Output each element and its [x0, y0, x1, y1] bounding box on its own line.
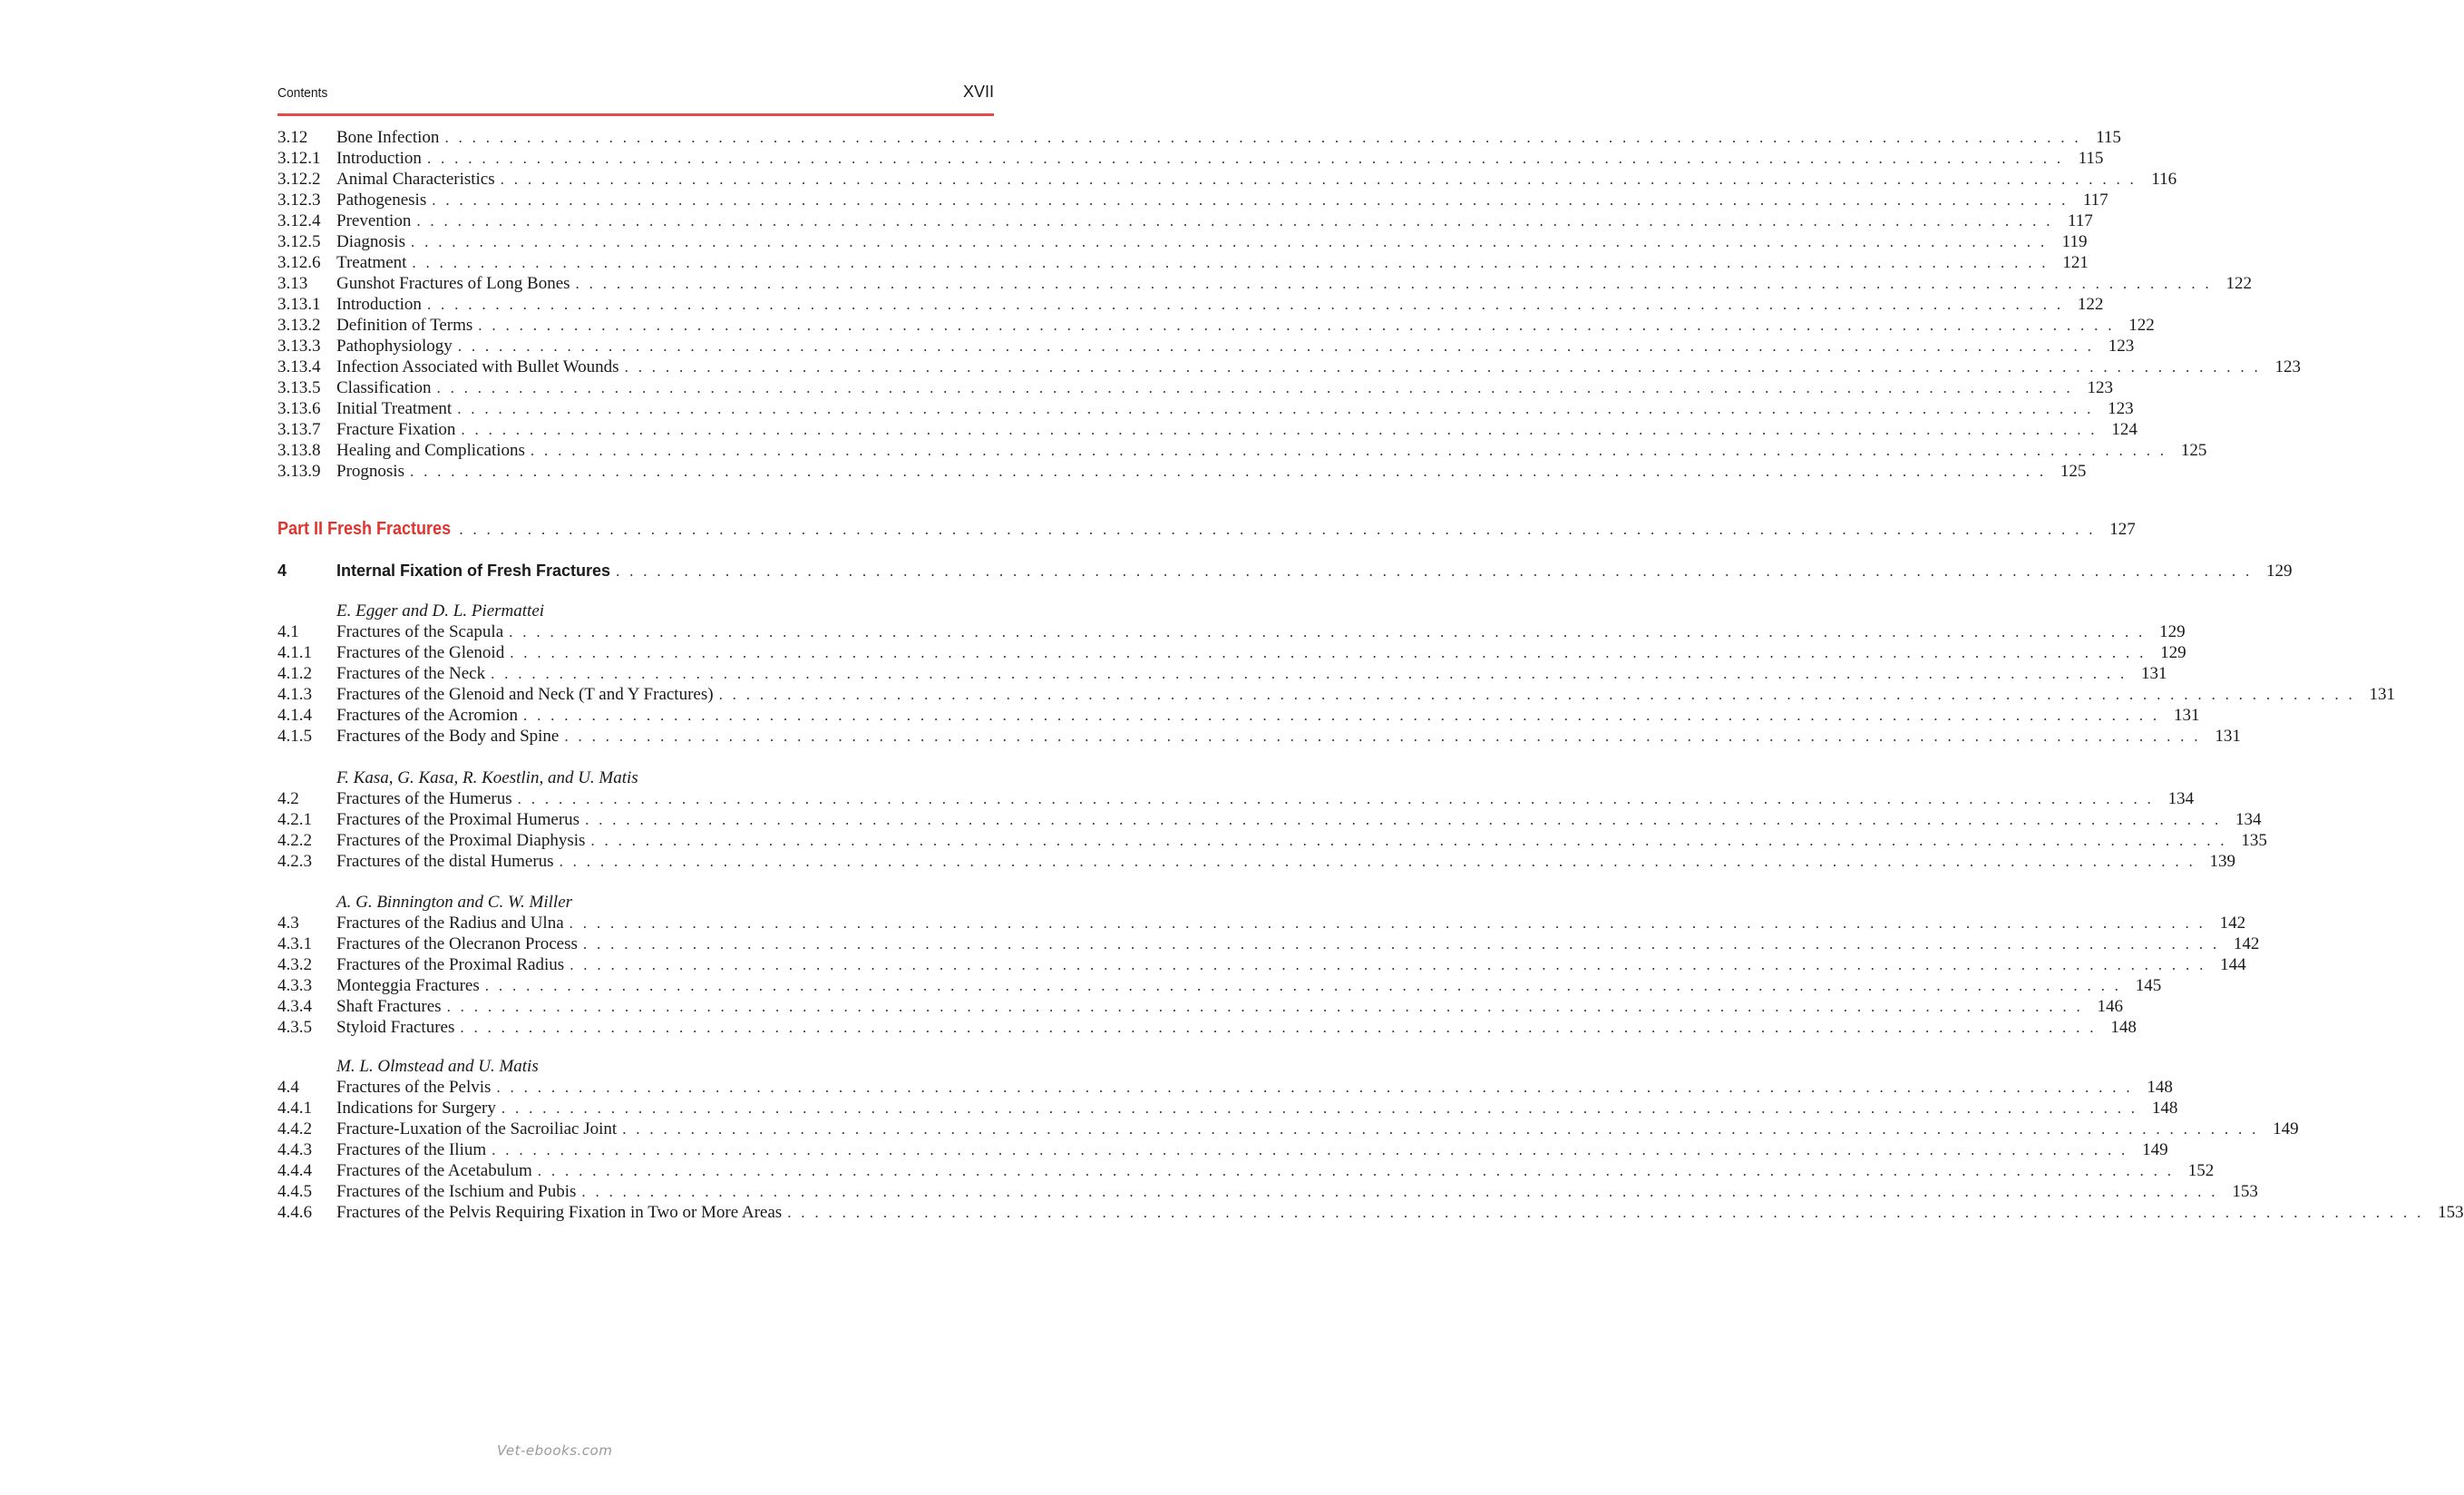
entry-body — [336, 231, 2088, 253]
toc-entry — [278, 975, 2162, 997]
entry-body — [336, 663, 2167, 685]
entry-page: 152 — [2187, 1161, 2215, 1180]
toc-entry — [278, 809, 2262, 831]
entry-number: 3.13.4 — [278, 357, 321, 376]
entry-body — [336, 336, 2135, 357]
toc-entry — [278, 830, 2267, 852]
entry-body — [336, 190, 2109, 211]
entry-title: Part II Fresh Fractures — [278, 519, 452, 539]
entry-page: 122 — [2225, 274, 2252, 293]
entry-number: 3.13.9 — [278, 462, 321, 481]
entry-body — [336, 210, 2093, 232]
dot-leader: . . . . . . . . . . . . . . . . . . . . . . . . . . . . . . . . . . . . . . . . . . . . . . . . . . . . . . . . . . . . . . . . . . . . . . . . . . . . . . . . . . . . . . . . . . . . . . . . . . . . . . . . . . . . . . . . . . . . . . . . — [590, 832, 2227, 849]
entry-title: Fractures of the Scapula — [336, 622, 504, 641]
chapter-entry — [278, 560, 2293, 581]
entry-body — [336, 1077, 2173, 1099]
toc-entry — [278, 642, 2186, 664]
dot-leader: . . . . . . . . . . . . . . . . . . . . . . . . . . . . . . . . . . . . . . . . . . . . . . . . . . . . . . . . . . . . . . . . . . . . . . . . . . . . . . . . . . . . . . . . . . . . . . . . . . . . . . . . . . . . . . . . . . . . . . . . — [622, 1120, 2259, 1138]
entry-title: Pathophysiology — [336, 337, 453, 356]
entry-body — [336, 809, 2262, 831]
dot-leader: . . . . . . . . . . . . . . . . . . . . . . . . . . . . . . . . . . . . . . . . . . . . . . . . . . . . . . . . . . . . . . . . . . . . . . . . . . . . . . . . . . . . . . . . . . . . . . . . . . . . . . . . . . . . . . . . . . . . . . . . — [461, 421, 2098, 438]
dot-leader: . . . . . . . . . . . . . . . . . . . . . . . . . . . . . . . . . . . . . . . . . . . . . . . . . . . . . . . . . . . . . . . . . . . . . . . . . . . . . . . . . . . . . . . . . . . . . . . . . . . . . . . . . . . . . . . . . . . . . . . . — [491, 665, 2128, 682]
dot-leader: . . . . . . . . . . . . . . . . . . . . . . . . . . . . . . . . . . . . . . . . . . . . . . . . . . . . . . . . . . . . . . . . . . . . . . . . . . . . . . . . . . . . . . . . . . . . . . . . . . . . . . . . . . . . . . . . . . . . . . . . — [624, 358, 2262, 376]
entry-page: 122 — [2128, 316, 2155, 335]
toc-entry — [278, 190, 2109, 211]
entry-page: 123 — [2274, 357, 2302, 376]
entry-number: 3.12.4 — [278, 211, 321, 230]
entry-page: 149 — [2142, 1140, 2168, 1159]
dot-leader: . . . . . . . . . . . . . . . . . . . . . . . . . . . . . . . . . . . . . . . . . . . . . . . . . . . . . . . . . . . . . . . . . . . . . . . . . . . . . . . . . . . . . . . . . . . . . . . . . . . . . . . . . . . . . . . . . . . . . . . . — [409, 463, 2047, 480]
part-entry — [278, 518, 2136, 540]
entry-body — [336, 1139, 2168, 1161]
toc-entry — [278, 913, 2246, 934]
dot-leader: . . . . . . . . . . . . . . . . . . . . . . . . . . . . . . . . . . . . . . . . . . . . . . . . . . . . . . . . . . . . . . . . . . . . . . . . . . . . . . . . . . . . . . . . . . . . . . . . . . . . . . . . . . . . . . . . . . . . . . . . — [530, 442, 2167, 459]
entry-page: 125 — [2060, 462, 2087, 481]
toc-entry — [278, 169, 2177, 191]
toc-entry — [278, 996, 2124, 1018]
dot-leader: . . . . . . . . . . . . . . . . . . . . . . . . . . . . . . . . . . . . . . . . . . . . . . . . . . . . . . . . . . . . . . . . . . . . . . . . . . . . . . . . . . . . . . . . . . . . . . . . . . . . . . . . . . . . . . . . . . . . . . . . — [582, 935, 2220, 953]
entry-number: 4.2.3 — [278, 852, 312, 871]
entry-page: 129 — [2266, 562, 2293, 581]
entry-number: 4.4 — [278, 1078, 299, 1097]
entry-title: Introduction — [336, 149, 422, 168]
entry-number: 3.12.5 — [278, 232, 321, 251]
entry-page: 115 — [2096, 128, 2121, 147]
dot-leader: . . . . . . . . . . . . . . . . . . . . . . . . . . . . . . . . . . . . . . . . . . . . . . . . . . . . . . . . . . . . . . . . . . . . . . . . . . . . . . . . . . . . . . . . . . . . . . . . . . . . . . . . . . . . . . . . . . . . . . . . — [426, 150, 2064, 167]
entry-page: 134 — [2167, 789, 2195, 808]
dot-leader: . . . . . . . . . . . . . . . . . . . . . . . . . . . . . . . . . . . . . . . . . . . . . . . . . . . . . . . . . . . . . . . . . . . . . . . . . . . . . . . . . . . . . . . . . . . . . . . . . . . . . . . . . . . . . . . . . . . . . . . . — [501, 1099, 2138, 1117]
entry-title: Monteggia Fractures — [336, 976, 480, 995]
toc-entry — [278, 1119, 2299, 1140]
toc-entry — [278, 419, 2138, 441]
entry-number: 3.13.1 — [278, 295, 321, 314]
toc-entry — [278, 357, 2302, 378]
dot-leader: . . . . . . . . . . . . . . . . . . . . . . . . . . . . . . . . . . . . . . . . . . . . . . . . . . . . . . . . . . . . . . . . . . . . . . . . . . . . . . . . . . . . . . . . . . . . . . . . . . . . . . . . . . . . . . . . . . . . . . . . — [510, 644, 2147, 661]
entry-number: 3.12 — [278, 128, 308, 147]
entry-number: 3.12.3 — [278, 191, 321, 210]
entry-title: Fractures of the distal Humerus — [336, 852, 554, 871]
dot-leader: . . . . . . . . . . . . . . . . . . . . . . . . . . . . . . . . . . . . . . . . . . . . . . . . . . . . . . . . . . . . . . . . . . . . . . . . . . . . . . . . . . . . . . . . . . . . . . . . . . . . . . . . . . . . . . . . . . . . . . . . — [787, 1204, 2424, 1221]
entry-title: Fractures of the Acromion — [336, 706, 518, 725]
entry-page: 149 — [2273, 1119, 2299, 1138]
watermark-logo: Vet-ebooks.com — [497, 1442, 613, 1459]
dot-leader: . . . . . . . . . . . . . . . . . . . . . . . . . . . . . . . . . . . . . . . . . . . . . . . . . . . . . . . . . . . . . . . . . . . . . . . . . . . . . . . . . . . . . . . . . . . . . . . . . . . . . . . . . . . . . . . . . . . . . . . . — [446, 998, 2084, 1015]
entry-number: 3.13.2 — [278, 316, 321, 335]
dot-leader: . . . . . . . . . . . . . . . . . . . . . . . . . . . . . . . . . . . . . . . . . . . . . . . . . . . . . . . . . . . . . . . . . . . . . . . . . . . . . . . . . . . . . . . . . . . . . . . . . . . . . . . . . . . . . . . . . . . . . . . . — [616, 562, 2253, 580]
entry-body — [336, 461, 2087, 483]
entry-page: 135 — [2241, 831, 2267, 850]
entry-page: 119 — [2061, 232, 2088, 251]
entry-page: 127 — [2109, 520, 2136, 539]
entry-page: 148 — [2147, 1078, 2173, 1097]
toc-entry — [278, 851, 2236, 873]
entry-page: 142 — [2233, 934, 2260, 953]
toc-entry — [278, 954, 2246, 976]
dot-leader: . . . . . . . . . . . . . . . . . . . . . . . . . . . . . . . . . . . . . . . . . . . . . . . . . . . . . . . . . . . . . . . . . . . . . . . . . . . . . . . . . . . . . . . . . . . . . . . . . . . . . . . . . . . . . . . . . . . . . . . . — [569, 914, 2206, 932]
entry-title: Fractures of the Glenoid and Neck (T and Y Fractures) — [336, 685, 714, 704]
entry-body — [336, 357, 2302, 378]
entry-body — [336, 148, 2104, 170]
entry-page: 125 — [2180, 441, 2207, 460]
entry-body — [336, 996, 2124, 1018]
entry-page: 131 — [2173, 706, 2200, 725]
entry-title: Shaft Fractures — [336, 997, 442, 1016]
dot-leader: . . . . . . . . . . . . . . . . . . . . . . . . . . . . . . . . . . . . . . . . . . . . . . . . . . . . . . . . . . . . . . . . . . . . . . . . . . . . . . . . . . . . . . . . . . . . . . . . . . . . . . . . . . . . . . . . . . . . . . . . — [570, 956, 2206, 973]
entry-number: 4.4.3 — [278, 1140, 312, 1159]
entry-body — [336, 975, 2162, 997]
running-header — [278, 82, 994, 109]
dot-leader: . . . . . . . . . . . . . . . . . . . . . . . . . . . . . . . . . . . . . . . . . . . . . . . . . . . . . . . . . . . . . . . . . . . . . . . . . . . . . . . . . . . . . . . . . . . . . . . . . . . . . . . . . . . . . . . . . . . . . . . . — [436, 379, 2073, 396]
entry-page: 146 — [2097, 997, 2124, 1016]
toc-entry — [278, 336, 2135, 357]
entry-page: 134 — [2235, 810, 2262, 829]
dot-leader: . . . . . . . . . . . . . . . . . . . . . . . . . . . . . . . . . . . . . . . . . . . . . . . . . . . . . . . . . . . . . . . . . . . . . . . . . . . . . . . . . . . . . . . . . . . . . . . . . . . . . . . . . . . . . . . . . . . . . . . . — [444, 129, 2081, 146]
toc-entry — [278, 1098, 2178, 1119]
entry-body — [336, 252, 2089, 274]
dot-leader: . . . . . . . . . . . . . . . . . . . . . . . . . . . . . . . . . . . . . . . . . . . . . . . . . . . . . . . . . . . . . . . . . . . . . . . . . . . . . . . . . . . . . . . . . . . . . . . . . . . . . . . . . . . . . . . . . . . . . . . . — [496, 1079, 2133, 1096]
entry-page: 139 — [2209, 852, 2236, 871]
entry-title: Introduction — [336, 295, 422, 314]
entry-page: 131 — [2141, 664, 2167, 683]
dot-leader: . . . . . . . . . . . . . . . . . . . . . . . . . . . . . . . . . . . . . . . . . . . . . . . . . . . . . . . . . . . . . . . . . . . . . . . . . . . . . . . . . . . . . . . . . . . . . . . . . . . . . . . . . . . . . . . . . . . . . . . . — [411, 233, 2048, 250]
entry-number: 4.4.5 — [278, 1182, 312, 1201]
dot-leader: . . . . . . . . . . . . . . . . . . . . . . . . . . . . . . . . . . . . . . . . . . . . . . . . . . . . . . . . . . . . . . . . . . . . . . . . . . . . . . . . . . . . . . . . . . . . . . . . . . . . . . . . . . . . . . . . . . . . . . . . — [484, 977, 2122, 994]
entry-number: 4.3.1 — [278, 934, 312, 953]
entry-number: 3.13 — [278, 274, 308, 293]
running-header-title: Contents — [278, 85, 328, 101]
entry-page: 145 — [2135, 976, 2162, 995]
entry-body — [336, 1160, 2215, 1182]
dot-leader: . . . . . . . . . . . . . . . . . . . . . . . . . . . . . . . . . . . . . . . . . . . . . . . . . . . . . . . . . . . . . . . . . . . . . . . . . . . . . . . . . . . . . . . . . . . . . . . . . . . . . . . . . . . . . . . . . . . . . . . . — [416, 212, 2053, 230]
entry-title: Treatment — [336, 253, 407, 272]
entry-title: Fractures of the Proximal Humerus — [336, 810, 580, 829]
dot-leader: . . . . . . . . . . . . . . . . . . . . . . . . . . . . . . . . . . . . . . . . . . . . . . . . . . . . . . . . . . . . . . . . . . . . . . . . . . . . . . . . . . . . . . . . . . . . . . . . . . . . . . . . . . . . . . . . . . . . . . . . — [457, 337, 2095, 355]
toc-entry — [278, 440, 2207, 462]
toc-entry — [278, 294, 2104, 316]
toc-entry — [278, 210, 2093, 232]
entry-number: 4.1.3 — [278, 685, 312, 704]
entry-body — [336, 788, 2195, 810]
entry-page: 116 — [2151, 170, 2177, 189]
entry-body — [336, 933, 2260, 955]
entry-page: 144 — [2220, 955, 2246, 974]
entry-title: Prevention — [336, 211, 412, 230]
toc-entry — [278, 933, 2260, 955]
entry-title: Fractures of the Pelvis — [336, 1078, 492, 1097]
entry-body — [336, 294, 2104, 316]
entry-number: 3.13.7 — [278, 420, 321, 439]
entry-title: Fractures of the Humerus — [336, 789, 512, 808]
dot-leader: . . . . . . . . . . . . . . . . . . . . . . . . . . . . . . . . . . . . . . . . . . . . . . . . . . . . . . . . . . . . . . . . . . . . . . . . . . . . . . . . . . . . . . . . . . . . . . . . . . . . . . . . . . . . . . . . . . . . . . . . — [426, 296, 2064, 313]
entry-title: Fractures of the Body and Spine — [336, 727, 560, 746]
entry-page: 121 — [2062, 253, 2089, 272]
entry-number: 4.3.5 — [278, 1018, 312, 1037]
toc-entry — [278, 148, 2104, 170]
dot-leader: . . . . . . . . . . . . . . . . . . . . . . . . . . . . . . . . . . . . . . . . . . . . . . . . . . . . . . . . . . . . . . . . . . . . . . . . . . . . . . . . . . . . . . . . . . . . . . . . . . . . . . . . . . . . . . . . . . . . . . . . — [500, 171, 2138, 188]
entry-body — [336, 830, 2267, 852]
entry-body — [336, 726, 2241, 748]
entry-body — [336, 377, 2113, 399]
dot-leader: . . . . . . . . . . . . . . . . . . . . . . . . . . . . . . . . . . . . . . . . . . . . . . . . . . . . . . . . . . . . . . . . . . . . . . . . . . . . . . . . . . . . . . . . . . . . . . . . . . . . . . . . . . . . . . . . . . . . . . . . — [564, 728, 2201, 745]
entry-body — [336, 684, 2396, 706]
entry-page: 123 — [2108, 337, 2135, 356]
toc-entry — [278, 461, 2087, 483]
toc-entry — [278, 663, 2167, 685]
entry-body — [336, 1181, 2258, 1203]
entry-page: 153 — [2232, 1182, 2258, 1201]
entry-body — [336, 705, 2200, 727]
dot-leader: . . . . . . . . . . . . . . . . . . . . . . . . . . . . . . . . . . . . . . . . . . . . . . . . . . . . . . . . . . . . . . . . . . . . . . . . . . . . . . . . . . . . . . . . . . . . . . . . . . . . . . . . . . . . . . . . . . . . . . . . — [432, 191, 2069, 209]
toc-entry — [278, 252, 2089, 274]
toc-entry — [278, 621, 2186, 643]
entry-body — [336, 621, 2186, 643]
dot-leader: . . . . . . . . . . . . . . . . . . . . . . . . . . . . . . . . . . . . . . . . . . . . . . . . . . . . . . . . . . . . . . . . . . . . . . . . . . . . . . . . . . . . . . . . . . . . . . . . . . . . . . . . . . . . . . . . . . . . . . . . — [581, 1183, 2218, 1200]
toc-entry — [278, 788, 2195, 810]
entry-page: 129 — [2159, 622, 2186, 641]
entry-body — [336, 419, 2138, 441]
entry-number: 4.2.2 — [278, 831, 312, 850]
entry-number: 4.1.5 — [278, 727, 312, 746]
toc-entry — [278, 684, 2396, 706]
entry-title: Bone Infection — [336, 128, 440, 147]
page-number-roman: XVII — [962, 83, 994, 101]
entry-number: 3.12.1 — [278, 149, 321, 168]
entry-title: Healing and Complications — [336, 441, 525, 460]
entry-body — [336, 273, 2252, 295]
entry-title: Fractures of the Olecranon Process — [336, 934, 578, 953]
toc-entry — [278, 315, 2155, 337]
entry-number: 4.3 — [278, 914, 299, 933]
entry-number: 3.13.6 — [278, 399, 321, 418]
entry-body — [336, 1202, 2464, 1224]
entry-number: 4 — [278, 562, 287, 580]
entry-title: Definition of Terms — [336, 316, 473, 335]
dot-leader: . . . . . . . . . . . . . . . . . . . . . . . . . . . . . . . . . . . . . . . . . . . . . . . . . . . . . . . . . . . . . . . . . . . . . . . . . . . . . . . . . . . . . . . . . . . . . . . . . . . . . . . . . . . . . . . . . . . . . . . . — [517, 790, 2155, 807]
entry-number: 4.1.2 — [278, 664, 312, 683]
entry-body — [336, 127, 2121, 149]
entry-page: 117 — [2067, 211, 2093, 230]
entry-page: 123 — [2087, 378, 2113, 397]
entry-number: 3.13.8 — [278, 441, 321, 460]
entry-title: Internal Fixation of Fresh Fractures — [336, 562, 611, 580]
dot-leader: . . . . . . . . . . . . . . . . . . . . . . . . . . . . . . . . . . . . . . . . . . . . . . . . . . . . . . . . . . . . . . . . . . . . . . . . . . . . . . . . . . . . . . . . . . . . . . . . . . . . . . . . . . . . . . . . . . . . . . . . — [460, 1019, 2097, 1036]
toc-entry — [278, 398, 2134, 420]
entry-body — [336, 1119, 2299, 1140]
entry-body — [336, 1098, 2178, 1119]
entry-number: 4.3.2 — [278, 955, 312, 974]
toc-entry — [278, 705, 2200, 727]
author-line: F. Kasa, G. Kasa, R. Koestlin, and U. Matis — [336, 768, 638, 787]
toc-entry — [278, 1160, 2215, 1182]
entry-page: 115 — [2078, 149, 2104, 168]
toc-entry — [278, 726, 2241, 748]
entry-number: 4.4.6 — [278, 1203, 312, 1222]
entry-title: Fractures of the Acetabulum — [336, 1161, 532, 1180]
entry-title: Pathogenesis — [336, 191, 427, 210]
entry-page: 117 — [2082, 191, 2109, 210]
entry-page: 131 — [2215, 727, 2241, 746]
entry-page: 148 — [2151, 1099, 2178, 1118]
toc-entry — [278, 1077, 2173, 1099]
entry-title: Fractures of the Proximal Radius — [336, 955, 565, 974]
entry-page: 142 — [2219, 914, 2246, 933]
entry-title: Indications for Surgery — [336, 1099, 496, 1118]
toc-entry — [278, 1017, 2137, 1039]
entry-number: 4.3.3 — [278, 976, 312, 995]
dot-leader: . . . . . . . . . . . . . . . . . . . . . . . . . . . . . . . . . . . . . . . . . . . . . . . . . . . . . . . . . . . . . . . . . . . . . . . . . . . . . . . . . . . . . . . . . . . . . . . . . . . . . . . . . . . . . . . . . . . . . . . . — [459, 521, 2096, 538]
entry-page: 148 — [2110, 1018, 2137, 1037]
entry-number: 4.2 — [278, 789, 299, 808]
dot-leader: . . . . . . . . . . . . . . . . . . . . . . . . . . . . . . . . . . . . . . . . . . . . . . . . . . . . . . . . . . . . . . . . . . . . . . . . . . . . . . . . . . . . . . . . . . . . . . . . . . . . . . . . . . . . . . . . . . . . . . . . — [412, 254, 2049, 271]
dot-leader: . . . . . . . . . . . . . . . . . . . . . . . . . . . . . . . . . . . . . . . . . . . . . . . . . . . . . . . . . . . . . . . . . . . . . . . . . . . . . . . . . . . . . . . . . . . . . . . . . . . . . . . . . . . . . . . . . . . . . . . . — [559, 853, 2196, 870]
entry-body — [336, 398, 2134, 420]
entry-title: Fractures of the Proximal Diaphysis — [336, 831, 586, 850]
entry-body — [336, 440, 2207, 462]
dot-leader: . . . . . . . . . . . . . . . . . . . . . . . . . . . . . . . . . . . . . . . . . . . . . . . . . . . . . . . . . . . . . . . . . . . . . . . . . . . . . . . . . . . . . . . . . . . . . . . . . . . . . . . . . . . . . . . . . . . . . . . . — [718, 686, 2356, 703]
entry-title: Gunshot Fractures of Long Bones — [336, 274, 570, 293]
dot-leader: . . . . . . . . . . . . . . . . . . . . . . . . . . . . . . . . . . . . . . . . . . . . . . . . . . . . . . . . . . . . . . . . . . . . . . . . . . . . . . . . . . . . . . . . . . . . . . . . . . . . . . . . . . . . . . . . . . . . . . . . — [478, 317, 2115, 334]
dot-leader: . . . . . . . . . . . . . . . . . . . . . . . . . . . . . . . . . . . . . . . . . . . . . . . . . . . . . . . . . . . . . . . . . . . . . . . . . . . . . . . . . . . . . . . . . . . . . . . . . . . . . . . . . . . . . . . . . . . . . . . . — [492, 1141, 2128, 1158]
entry-title: Fractures of the Neck — [336, 664, 486, 683]
entry-number: 4.4.2 — [278, 1119, 312, 1138]
entry-title: Prognosis — [336, 462, 404, 481]
entry-number: 4.1.4 — [278, 706, 312, 725]
toc-entry — [278, 1181, 2258, 1203]
dot-leader: . . . . . . . . . . . . . . . . . . . . . . . . . . . . . . . . . . . . . . . . . . . . . . . . . . . . . . . . . . . . . . . . . . . . . . . . . . . . . . . . . . . . . . . . . . . . . . . . . . . . . . . . . . . . . . . . . . . . . . . . — [585, 811, 2222, 828]
entry-title: Fracture-Luxation of the Sacroiliac Joint — [336, 1119, 618, 1138]
entry-page: 131 — [2369, 685, 2396, 704]
entry-page: 123 — [2108, 399, 2134, 418]
entry-title: Fractures of the Ischium and Pubis — [336, 1182, 577, 1201]
dot-leader: . . . . . . . . . . . . . . . . . . . . . . . . . . . . . . . . . . . . . . . . . . . . . . . . . . . . . . . . . . . . . . . . . . . . . . . . . . . . . . . . . . . . . . . . . . . . . . . . . . . . . . . . . . . . . . . . . . . . . . . . — [509, 623, 2146, 640]
entry-title: Initial Treatment — [336, 399, 453, 418]
entry-body — [336, 315, 2155, 337]
entry-page: 124 — [2111, 420, 2138, 439]
entry-title: Animal Characteristics — [336, 170, 495, 189]
entry-number: 3.12.6 — [278, 253, 321, 272]
dot-leader: . . . . . . . . . . . . . . . . . . . . . . . . . . . . . . . . . . . . . . . . . . . . . . . . . . . . . . . . . . . . . . . . . . . . . . . . . . . . . . . . . . . . . . . . . . . . . . . . . . . . . . . . . . . . . . . . . . . . . . . . — [457, 400, 2094, 417]
entry-page: 122 — [2077, 295, 2104, 314]
entry-page: 129 — [2160, 643, 2186, 662]
entry-page: 153 — [2438, 1203, 2464, 1222]
entry-number: 4.2.1 — [278, 810, 312, 829]
entry-title: Fractures of the Glenoid — [336, 643, 505, 662]
author-line: M. L. Olmstead and U. Matis — [336, 1057, 539, 1076]
entry-title: Classification — [336, 378, 432, 397]
entry-body — [336, 954, 2246, 976]
author-line: A. G. Binnington and C. W. Miller — [336, 893, 573, 912]
entry-body — [336, 169, 2177, 191]
toc-entry — [278, 1202, 2464, 1224]
entry-title: Fractures of the Radius and Ulna — [336, 914, 564, 933]
toc-entry — [278, 377, 2113, 399]
entry-number: 3.13.5 — [278, 378, 321, 397]
header-divider — [278, 113, 994, 116]
entry-title: Infection Associated with Bullet Wounds — [336, 357, 619, 376]
entry-number: 4.4.4 — [278, 1161, 312, 1180]
entry-title: Styloid Fractures — [336, 1018, 455, 1037]
dot-leader: . . . . . . . . . . . . . . . . . . . . . . . . . . . . . . . . . . . . . . . . . . . . . . . . . . . . . . . . . . . . . . . . . . . . . . . . . . . . . . . . . . . . . . . . . . . . . . . . . . . . . . . . . . . . . . . . . . . . . . . . — [522, 707, 2160, 724]
entry-title: Diagnosis — [336, 232, 405, 251]
entry-title: Fractures of the Ilium — [336, 1140, 487, 1159]
toc-entry — [278, 127, 2121, 149]
entry-title: Fractures of the Pelvis Requiring Fixation in Two or More Areas — [336, 1203, 783, 1222]
toc-entry — [278, 231, 2088, 253]
toc-entry — [278, 273, 2252, 295]
entry-body — [336, 913, 2246, 934]
dot-leader: . . . . . . . . . . . . . . . . . . . . . . . . . . . . . . . . . . . . . . . . . . . . . . . . . . . . . . . . . . . . . . . . . . . . . . . . . . . . . . . . . . . . . . . . . . . . . . . . . . . . . . . . . . . . . . . . . . . . . . . . — [537, 1162, 2175, 1179]
entry-body — [336, 1017, 2137, 1039]
entry-number: 4.4.1 — [278, 1099, 312, 1118]
entry-number: 3.12.2 — [278, 170, 321, 189]
entry-number: 4.1 — [278, 622, 299, 641]
dot-leader: . . . . . . . . . . . . . . . . . . . . . . . . . . . . . . . . . . . . . . . . . . . . . . . . . . . . . . . . . . . . . . . . . . . . . . . . . . . . . . . . . . . . . . . . . . . . . . . . . . . . . . . . . . . . . . . . . . . . . . . . — [575, 275, 2212, 292]
entry-title: Fracture Fixation — [336, 420, 456, 439]
author-line: E. Egger and D. L. Piermattei — [336, 601, 545, 620]
entry-number: 4.3.4 — [278, 997, 312, 1016]
entry-number: 3.13.3 — [278, 337, 321, 356]
entry-body — [336, 642, 2186, 664]
entry-body — [336, 851, 2236, 873]
entry-body — [278, 518, 2136, 541]
toc-entry — [278, 1139, 2168, 1161]
entry-number: 4.1.1 — [278, 643, 312, 662]
entry-body — [336, 560, 2293, 582]
